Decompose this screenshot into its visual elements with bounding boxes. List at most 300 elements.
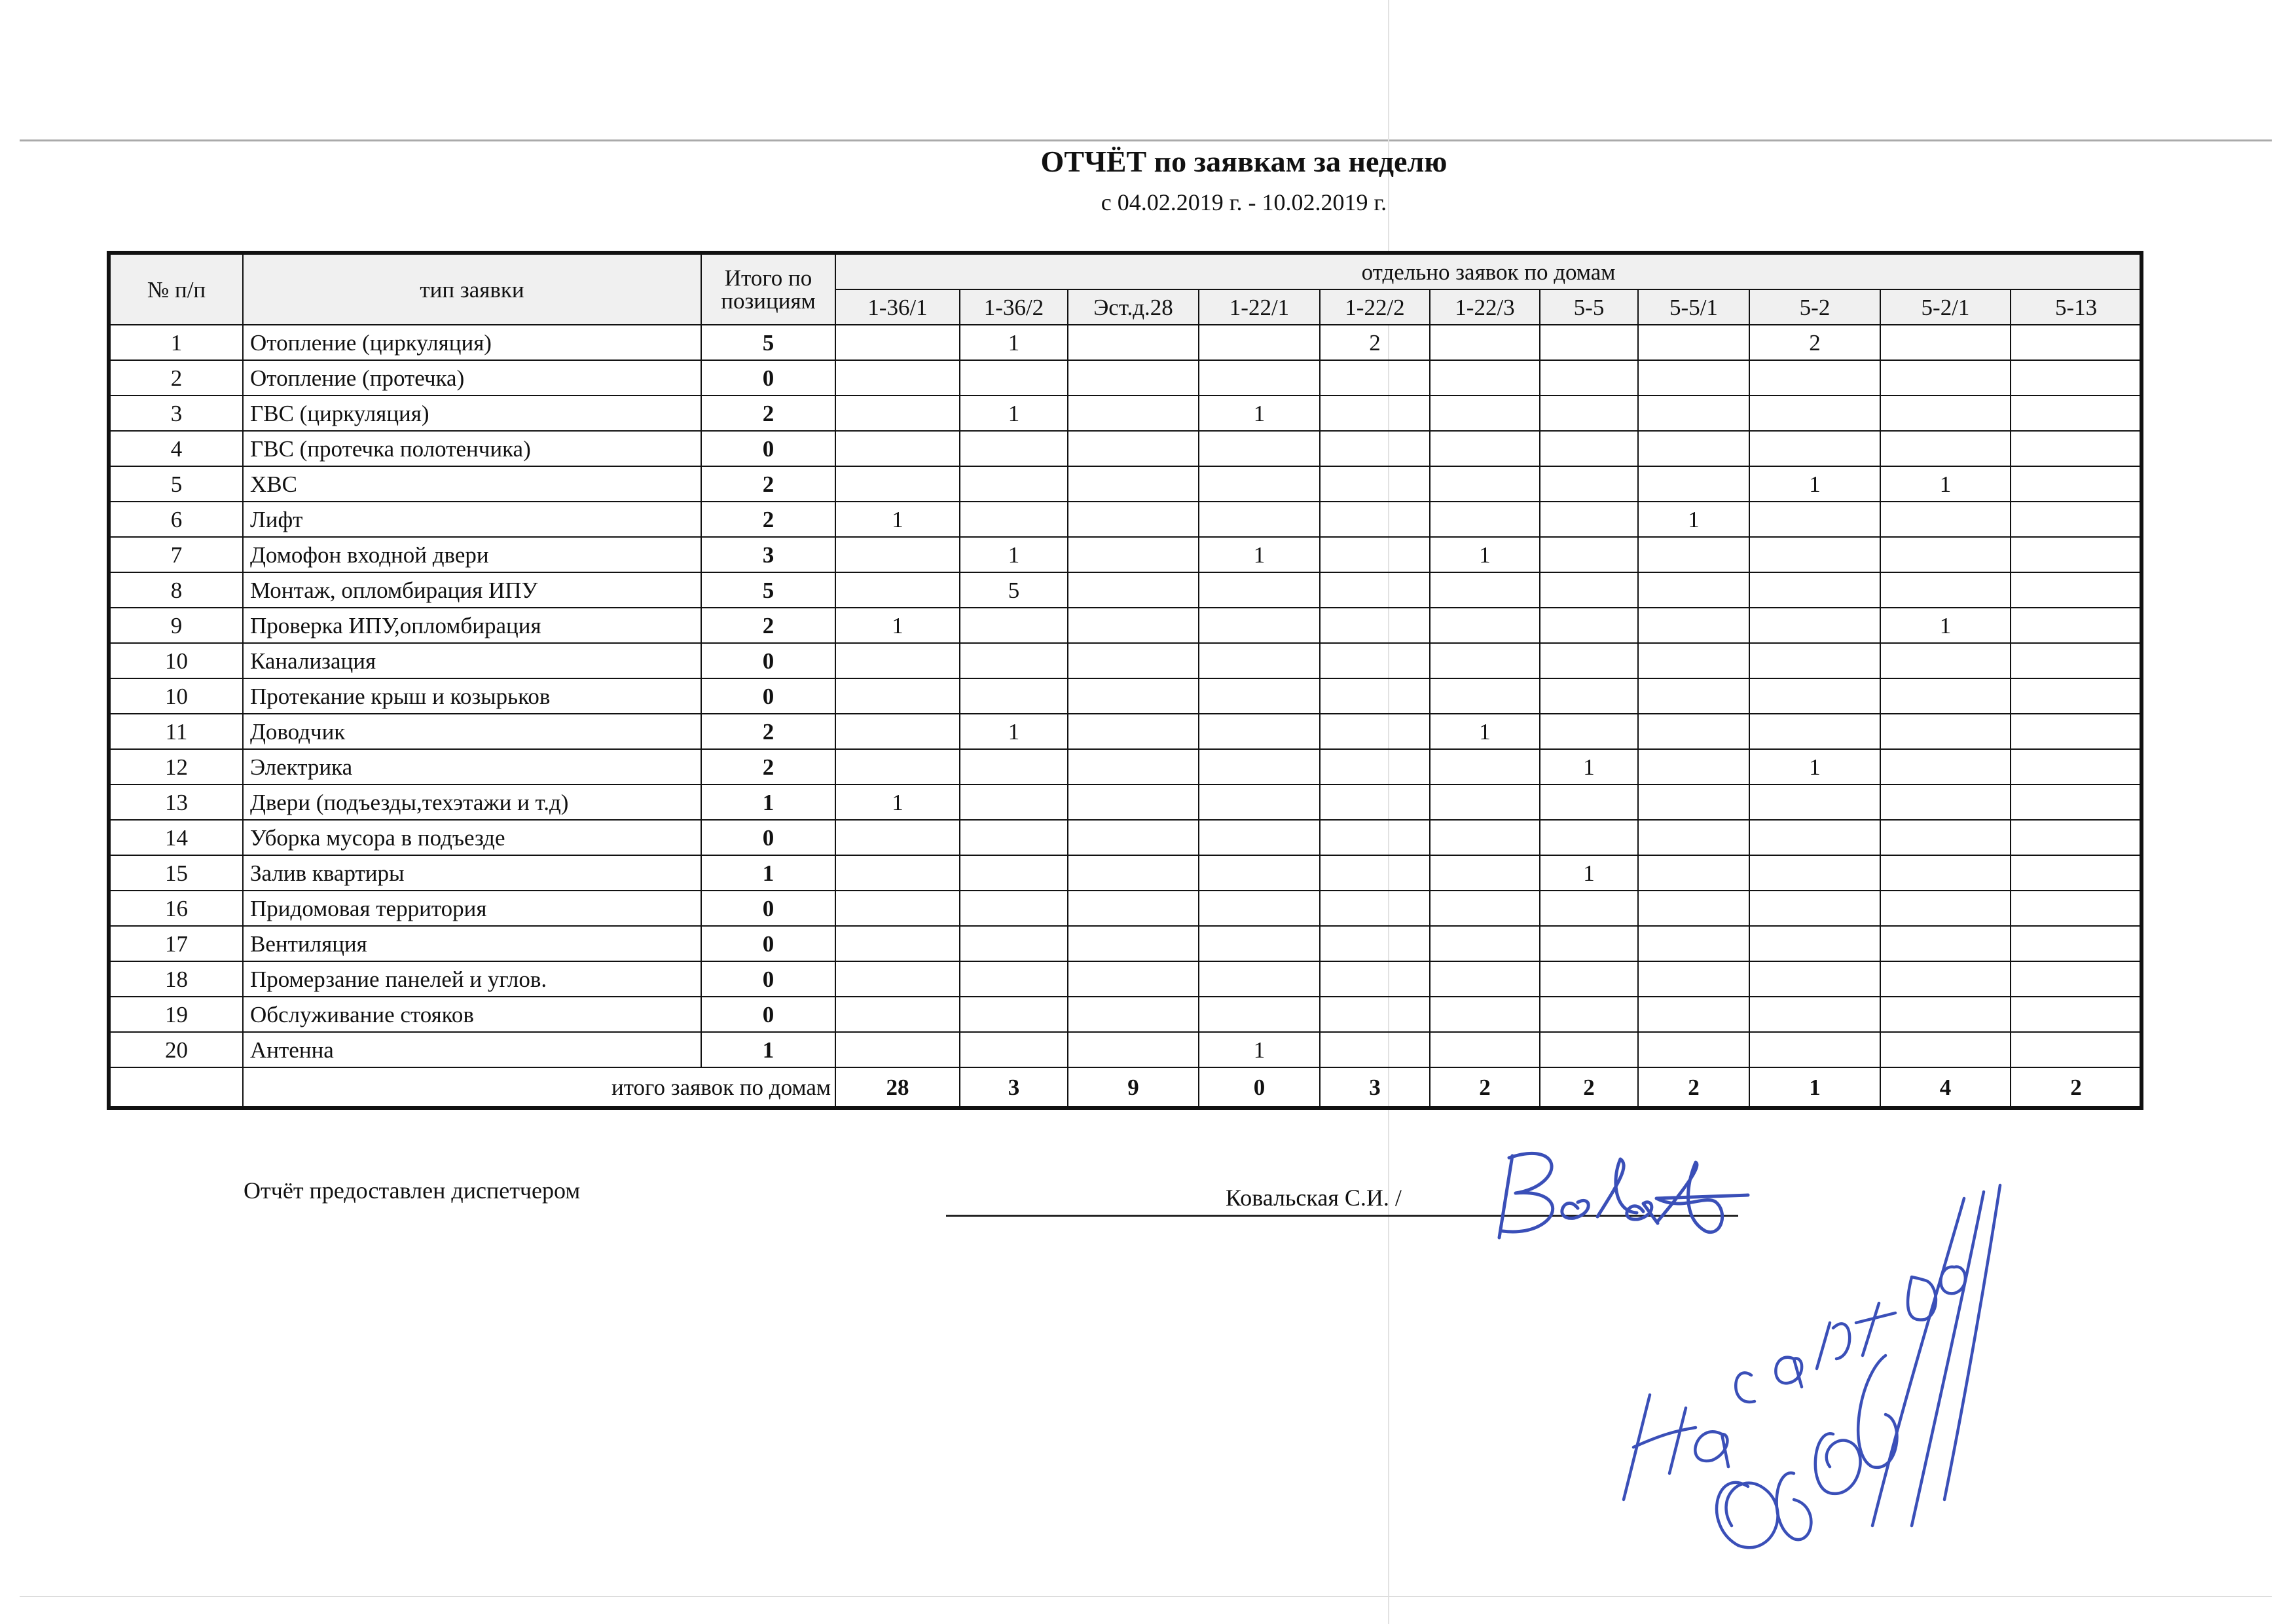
house-count-cell (1320, 855, 1430, 891)
house-count-cell (1638, 820, 1749, 855)
house-count-cell (1320, 1032, 1430, 1067)
house-count-cell (1320, 537, 1430, 572)
row-number: 13 (109, 784, 243, 820)
house-count-cell (1068, 820, 1199, 855)
house-count-cell (1430, 502, 1540, 537)
house-header: 1-22/3 (1430, 289, 1540, 325)
house-count-cell (1430, 961, 1540, 997)
house-count-cell: 1 (835, 608, 960, 643)
row-number: 9 (109, 608, 243, 643)
house-count-cell (1638, 891, 1749, 926)
house-count-cell (1320, 360, 1430, 396)
table-row (109, 891, 2141, 926)
house-count-cell (1880, 396, 2011, 431)
house-count-cell (2011, 749, 2141, 784)
totals-row (109, 1067, 2141, 1108)
request-type: Залив квартиры (243, 855, 701, 891)
header-total-line2: позициям (721, 288, 816, 314)
house-count-cell (1749, 678, 1880, 714)
house-count-cell (1320, 926, 1430, 961)
house-count-cell (1638, 608, 1749, 643)
house-count-cell (835, 891, 960, 926)
report-title: ОТЧЁТ по заявкам за неделю (1040, 145, 1448, 178)
house-count-cell (1320, 502, 1430, 537)
house-count-cell (1638, 926, 1749, 961)
house-count-cell (1430, 784, 1540, 820)
scan-top-rule (20, 139, 2272, 141)
house-total: 1 (1749, 1067, 1880, 1108)
row-total: 0 (701, 678, 835, 714)
report-table (107, 251, 2143, 1110)
row-number: 11 (109, 714, 243, 749)
house-count-cell (960, 608, 1068, 643)
house-count-cell: 1 (1199, 396, 1320, 431)
house-count-cell (1540, 784, 1638, 820)
house-count-cell (2011, 1032, 2141, 1067)
row-number: 7 (109, 537, 243, 572)
row-total: 1 (701, 784, 835, 820)
request-type: Проверка ИПУ,опломбирация (243, 608, 701, 643)
house-count-cell (1068, 891, 1199, 926)
request-type: Антенна (243, 1032, 701, 1067)
house-count-cell (1540, 820, 1638, 855)
house-count-cell (1430, 891, 1540, 926)
house-count-cell (1430, 820, 1540, 855)
house-count-cell (1880, 749, 2011, 784)
house-count-cell (2011, 360, 2141, 396)
house-count-cell (1880, 891, 2011, 926)
house-count-cell (1320, 678, 1430, 714)
row-number: 5 (109, 466, 243, 502)
header-num: № п/п (109, 253, 243, 325)
request-type: Канализация (243, 643, 701, 678)
scan-bottom-rule (20, 1596, 2272, 1597)
house-count-cell (1880, 537, 2011, 572)
house-count-cell (1638, 961, 1749, 997)
house-count-cell (960, 678, 1068, 714)
house-count-cell (1199, 431, 1320, 466)
table-row (109, 997, 2141, 1032)
table-row (109, 431, 2141, 466)
house-header: 1-36/1 (835, 289, 960, 325)
house-count-cell (1749, 926, 1880, 961)
table-row (109, 820, 2141, 855)
house-count-cell (1880, 678, 2011, 714)
row-total: 1 (701, 1032, 835, 1067)
house-count-cell (1749, 784, 1880, 820)
house-count-cell (1068, 678, 1199, 714)
house-count-cell: 2 (1749, 325, 1880, 360)
house-count-cell (1320, 466, 1430, 502)
house-count-cell (835, 396, 960, 431)
house-count-cell (1540, 926, 1638, 961)
header-houses-group: отдельно заявок по домам (835, 253, 2141, 289)
house-count-cell (960, 997, 1068, 1032)
house-count-cell (1068, 431, 1199, 466)
house-count-cell (1638, 537, 1749, 572)
house-header: 1-22/1 (1199, 289, 1320, 325)
request-type: ГВС (протечка полотенчика) (243, 431, 701, 466)
house-count-cell (2011, 325, 2141, 360)
row-number: 6 (109, 502, 243, 537)
house-count-cell (1430, 608, 1540, 643)
house-count-cell: 5 (960, 572, 1068, 608)
row-total: 0 (701, 891, 835, 926)
house-count-cell: 1 (1430, 537, 1540, 572)
request-type: Отопление (циркуляция) (243, 325, 701, 360)
house-count-cell: 1 (960, 537, 1068, 572)
house-count-cell (2011, 396, 2141, 431)
house-count-cell (1880, 784, 2011, 820)
house-count-cell (1199, 466, 1320, 502)
house-count-cell (835, 961, 960, 997)
house-count-cell (1199, 360, 1320, 396)
house-count-cell (835, 997, 960, 1032)
house-count-cell (1540, 396, 1638, 431)
house-count-cell (1068, 572, 1199, 608)
house-count-cell (1068, 608, 1199, 643)
row-number: 15 (109, 855, 243, 891)
row-number: 4 (109, 431, 243, 466)
house-count-cell (1540, 502, 1638, 537)
table-row (109, 360, 2141, 396)
house-count-cell (1880, 961, 2011, 997)
row-total: 0 (701, 961, 835, 997)
house-count-cell (1320, 961, 1430, 997)
table-row (109, 466, 2141, 502)
house-total: 0 (1199, 1067, 1320, 1108)
house-count-cell (1320, 820, 1430, 855)
request-type: Домофон входной двери (243, 537, 701, 572)
house-count-cell (1540, 714, 1638, 749)
house-count-cell (1068, 997, 1199, 1032)
row-total: 5 (701, 572, 835, 608)
house-count-cell (1749, 820, 1880, 855)
house-count-cell (1638, 749, 1749, 784)
house-count-cell (1430, 643, 1540, 678)
request-type: Обслуживание стояков (243, 997, 701, 1032)
house-count-cell (1638, 466, 1749, 502)
request-type: Лифт (243, 502, 701, 537)
house-count-cell (960, 502, 1068, 537)
house-count-cell (1880, 325, 2011, 360)
house-count-cell (2011, 961, 2141, 997)
house-count-cell (1749, 537, 1880, 572)
house-count-cell (1320, 891, 1430, 926)
house-count-cell (1068, 396, 1199, 431)
house-count-cell (1880, 360, 2011, 396)
header-type: тип заявки (243, 253, 701, 325)
row-number: 19 (109, 997, 243, 1032)
row-total: 2 (701, 714, 835, 749)
table-row (109, 714, 2141, 749)
row-total: 0 (701, 926, 835, 961)
house-count-cell (1199, 961, 1320, 997)
house-header: 5-2/1 (1880, 289, 2011, 325)
request-type: Отопление (протечка) (243, 360, 701, 396)
house-count-cell (960, 466, 1068, 502)
house-count-cell (1880, 926, 2011, 961)
house-count-cell (1638, 678, 1749, 714)
house-count-cell (1540, 537, 1638, 572)
house-count-cell (1199, 502, 1320, 537)
house-count-cell (1068, 360, 1199, 396)
house-count-cell (1068, 537, 1199, 572)
request-type: ХВС (243, 466, 701, 502)
request-type: Вентиляция (243, 926, 701, 961)
row-total: 2 (701, 502, 835, 537)
house-count-cell (2011, 784, 2141, 820)
row-number: 10 (109, 643, 243, 678)
row-number: 16 (109, 891, 243, 926)
row-number: 12 (109, 749, 243, 784)
house-count-cell (1068, 643, 1199, 678)
house-count-cell (1068, 926, 1199, 961)
house-count-cell (1880, 502, 2011, 537)
house-count-cell (835, 466, 960, 502)
house-count-cell (835, 714, 960, 749)
house-total: 2 (2011, 1067, 2141, 1108)
house-count-cell (1880, 997, 2011, 1032)
house-count-cell (835, 325, 960, 360)
house-count-cell (1540, 431, 1638, 466)
house-count-cell (1638, 572, 1749, 608)
house-count-cell (960, 643, 1068, 678)
house-count-cell (1068, 784, 1199, 820)
house-count-cell (1199, 749, 1320, 784)
house-count-cell (1540, 608, 1638, 643)
house-count-cell (960, 820, 1068, 855)
house-count-cell (1068, 749, 1199, 784)
house-count-cell (1638, 396, 1749, 431)
house-count-cell (1430, 749, 1540, 784)
house-count-cell (1320, 997, 1430, 1032)
house-count-cell (1199, 608, 1320, 643)
house-count-cell (1540, 678, 1638, 714)
provided-by-label: Отчёт предоставлен диспетчером (244, 1177, 581, 1204)
totals-num-cell (109, 1067, 243, 1108)
request-type: Двери (подъезды,техэтажи и т.д) (243, 784, 701, 820)
row-number: 14 (109, 820, 243, 855)
house-count-cell (1540, 961, 1638, 997)
table-row (109, 926, 2141, 961)
house-count-cell (1430, 396, 1540, 431)
house-header: 5-5/1 (1638, 289, 1749, 325)
house-count-cell (1199, 325, 1320, 360)
house-count-cell (1749, 961, 1880, 997)
house-count-cell (2011, 537, 2141, 572)
table-row (109, 537, 2141, 572)
house-count-cell (2011, 926, 2141, 961)
house-count-cell (1068, 714, 1199, 749)
house-count-cell (1199, 643, 1320, 678)
house-count-cell (2011, 891, 2141, 926)
house-count-cell (1068, 502, 1199, 537)
house-count-cell (1638, 997, 1749, 1032)
house-count-cell (835, 537, 960, 572)
house-count-cell (1430, 855, 1540, 891)
house-count-cell (960, 431, 1068, 466)
totals-label: итого заявок по домам (243, 1067, 835, 1108)
table-row (109, 396, 2141, 431)
row-total: 5 (701, 325, 835, 360)
table-body (109, 325, 2141, 1067)
house-count-cell: 1 (1880, 466, 2011, 502)
house-count-cell (1320, 784, 1430, 820)
house-header: 5-5 (1540, 289, 1638, 325)
house-total: 2 (1638, 1067, 1749, 1108)
house-count-cell (1540, 1032, 1638, 1067)
house-count-cell (1320, 608, 1430, 643)
house-total: 2 (1430, 1067, 1540, 1108)
house-count-cell (1638, 855, 1749, 891)
house-count-cell (835, 678, 960, 714)
house-count-cell (960, 360, 1068, 396)
house-count-cell (1749, 1032, 1880, 1067)
house-count-cell (1749, 572, 1880, 608)
house-count-cell (1880, 714, 2011, 749)
house-count-cell (2011, 431, 2141, 466)
table-row (109, 608, 2141, 643)
house-count-cell (1430, 1032, 1540, 1067)
house-count-cell: 1 (835, 784, 960, 820)
table-row (109, 784, 2141, 820)
house-total: 3 (960, 1067, 1068, 1108)
row-number: 1 (109, 325, 243, 360)
house-count-cell (2011, 678, 2141, 714)
house-count-cell (1068, 961, 1199, 997)
handwritten-note-on-site (1597, 1159, 2016, 1565)
house-count-cell (1199, 678, 1320, 714)
house-count-cell (960, 784, 1068, 820)
request-type: Протекание крыш и козырьков (243, 678, 701, 714)
house-count-cell: 1 (1749, 749, 1880, 784)
house-count-cell (1749, 608, 1880, 643)
house-count-cell (1540, 572, 1638, 608)
house-count-cell (1320, 431, 1430, 466)
house-count-cell (1199, 997, 1320, 1032)
house-count-cell (1749, 891, 1880, 926)
request-type: Промерзание панелей и углов. (243, 961, 701, 997)
house-count-cell: 1 (1430, 714, 1540, 749)
house-count-cell (1749, 502, 1880, 537)
house-count-cell: 1 (1540, 855, 1638, 891)
house-count-cell (1749, 997, 1880, 1032)
house-header: Эст.д.28 (1068, 289, 1199, 325)
house-count-cell (1068, 1032, 1199, 1067)
house-count-cell: 1 (1638, 502, 1749, 537)
house-count-cell (1199, 714, 1320, 749)
house-count-cell (835, 572, 960, 608)
house-count-cell (960, 855, 1068, 891)
table-row (109, 961, 2141, 997)
house-total: 9 (1068, 1067, 1199, 1108)
house-count-cell (960, 926, 1068, 961)
house-count-cell (1880, 820, 2011, 855)
house-count-cell: 1 (960, 396, 1068, 431)
row-total: 0 (701, 820, 835, 855)
row-total: 0 (701, 643, 835, 678)
house-count-cell (1430, 360, 1540, 396)
header-total-line1: Итого по (724, 265, 812, 291)
table-row (109, 1032, 2141, 1067)
house-count-cell (1880, 855, 2011, 891)
house-count-cell (835, 926, 960, 961)
table-row (109, 502, 2141, 537)
house-header: 5-2 (1749, 289, 1880, 325)
house-count-cell (835, 1032, 960, 1067)
house-count-cell: 2 (1320, 325, 1430, 360)
house-count-cell (2011, 608, 2141, 643)
house-count-cell (960, 1032, 1068, 1067)
row-total: 2 (701, 396, 835, 431)
house-count-cell (1749, 396, 1880, 431)
request-type: Электрика (243, 749, 701, 784)
house-count-cell (1638, 1032, 1749, 1067)
house-count-cell: 1 (1540, 749, 1638, 784)
row-total: 2 (701, 466, 835, 502)
table-row (109, 572, 2141, 608)
row-number: 10 (109, 678, 243, 714)
row-number: 17 (109, 926, 243, 961)
row-number: 3 (109, 396, 243, 431)
house-count-cell (1430, 678, 1540, 714)
house-count-cell (960, 749, 1068, 784)
house-count-cell (1880, 572, 2011, 608)
house-count-cell (1430, 466, 1540, 502)
house-count-cell (1540, 360, 1638, 396)
house-count-cell (1749, 714, 1880, 749)
header-row-top (109, 253, 2141, 289)
row-total: 0 (701, 431, 835, 466)
house-header: 5-13 (2011, 289, 2141, 325)
house-count-cell (1320, 714, 1430, 749)
house-count-cell (1638, 431, 1749, 466)
row-number: 8 (109, 572, 243, 608)
house-count-cell (1880, 1032, 2011, 1067)
house-count-cell: 1 (1749, 466, 1880, 502)
house-count-cell (1638, 784, 1749, 820)
row-total: 1 (701, 855, 835, 891)
house-count-cell (1749, 855, 1880, 891)
house-count-cell (1880, 643, 2011, 678)
house-count-cell (1320, 572, 1430, 608)
table-row (109, 749, 2141, 784)
house-count-cell: 1 (835, 502, 960, 537)
house-count-cell (835, 643, 960, 678)
house-count-cell (1749, 431, 1880, 466)
table-row (109, 678, 2141, 714)
table-row (109, 855, 2141, 891)
house-count-cell (1749, 643, 1880, 678)
house-count-cell: 1 (1199, 537, 1320, 572)
request-type: Уборка мусора в подъезде (243, 820, 701, 855)
house-count-cell (1199, 855, 1320, 891)
house-count-cell (1540, 997, 1638, 1032)
house-count-cell (835, 749, 960, 784)
house-count-cell (835, 431, 960, 466)
table-row (109, 643, 2141, 678)
row-number: 2 (109, 360, 243, 396)
house-count-cell (960, 891, 1068, 926)
house-header: 1-22/2 (1320, 289, 1430, 325)
house-count-cell (1540, 466, 1638, 502)
house-count-cell (1199, 891, 1320, 926)
house-count-cell (2011, 466, 2141, 502)
house-total: 4 (1880, 1067, 2011, 1108)
house-count-cell: 1 (960, 714, 1068, 749)
request-type: Придомовая территория (243, 891, 701, 926)
